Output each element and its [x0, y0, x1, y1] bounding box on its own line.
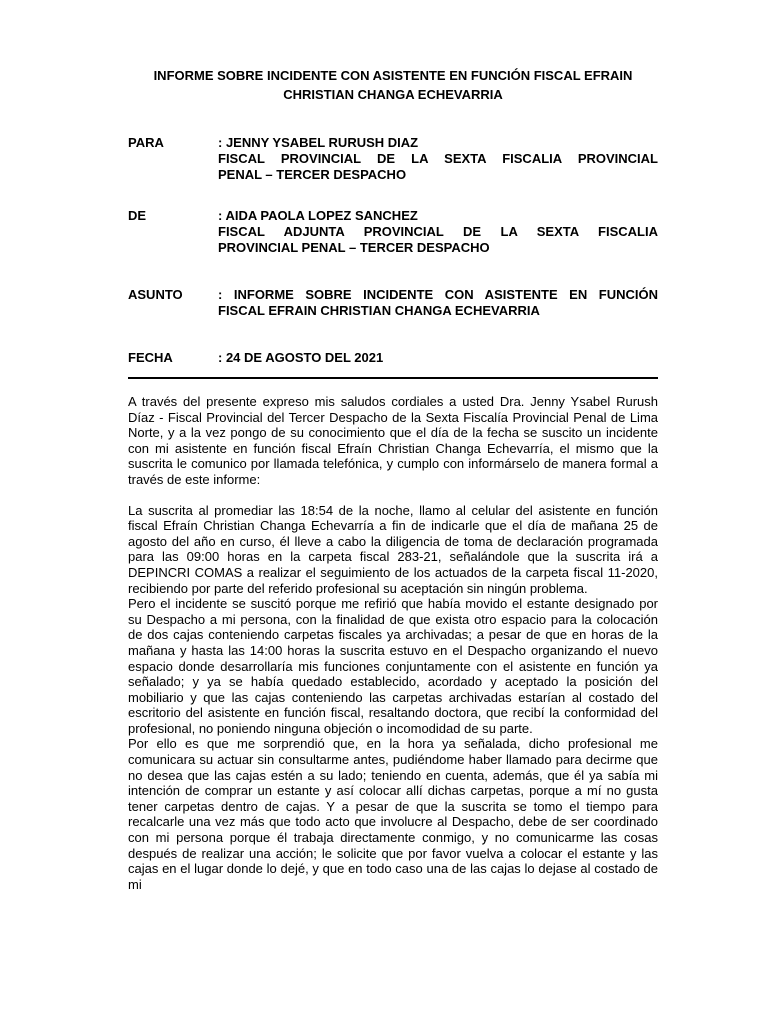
de-line-1: : AIDA PAOLA LOPEZ SANCHEZ [218, 208, 418, 223]
fecha-row [128, 350, 658, 366]
de-row [128, 208, 658, 256]
fecha-value: : 24 DE AGOSTO DEL 2021 [218, 350, 384, 365]
title-line-2: CHRISTIAN CHANGA ECHEVARRIA [283, 87, 503, 102]
fecha-label: FECHA [128, 350, 173, 365]
para-line-3: PENAL – TERCER DESPACHO [218, 167, 407, 182]
de-value [218, 208, 658, 256]
asunto-row [128, 287, 658, 319]
asunto-line-2: FISCAL EFRAIN CHRISTIAN CHANGA ECHEVARRIA [218, 303, 540, 318]
header-divider [128, 377, 658, 379]
para-row [128, 135, 658, 183]
title-line-1: INFORME SOBRE INCIDENTE CON ASISTENTE EN FUNCIÓN FISCAL EFRAIN [153, 68, 633, 83]
para-label: PARA [128, 135, 164, 150]
asunto-value [218, 287, 658, 319]
asunto-label: ASUNTO [128, 287, 183, 302]
paragraph-call: La suscrita al promediar las 18:54 de la noche, llamo al celular del asistente en función fiscal Efraín Christian Changa Echevarría a fin de indicarle que el día de mañana 25 de agosto del año en curso, él lleve a cabo la diligencia de toma de declaración programada para las 09:00 horas en la carpeta fiscal 283-21, señalándole que la suscrita irá a DEPINCRI COMAS a realizar el seguimiento de los actuados de la carpeta fiscal 11-2020, recibiendo por parte del referido profesional su aceptación sin ningún problema. [128, 502, 658, 596]
de-line-2: FISCAL ADJUNTA PROVINCIAL DE LA SEXTA FISCALIA [218, 224, 658, 239]
memo-header [128, 135, 658, 366]
document-page [128, 66, 658, 892]
document-body [128, 394, 658, 892]
para-line-2: FISCAL PROVINCIAL DE LA SEXTA FISCALIA PROVINCIAL [218, 151, 658, 166]
paragraph-intro: A través del presente expreso mis saludos cordiales a usted Dra. Jenny Ysabel Rurush Díaz - Fiscal Provincial del Tercer Despacho de la Sexta Fiscalía Provincial Penal de Lima Norte, y a la vez pongo de su conocimiento que el día de la fecha se suscito un incidente con mi asistente en función fiscal Efraín Christian Changa Echevarría, el mismo que la suscrita le comunico por llamada telefónica, y cumplo con informárselo de manera formal a través de este informe: [128, 394, 658, 487]
paragraph-incident: Pero el incidente se suscitó porque me refirió que había movido el estante designado por su Despacho a mi persona, con la finalidad de que exista otro espacio para la colocación de dos cajas conteniendo carpetas fiscales ya archivadas; a pesar de que en horas de la mañana y hasta las 14:00 horas la suscrita estuvo en el Despacho organizando el nuevo espacio donde desarrollaría mis funciones conjuntamente con el asistente en función ya señalado; y ya se había quedado establecido, acordado y aceptado la posición del mobiliario y que las cajas conteniendo las carpetas archivadas estarían al costado del escritorio del asistente en función fiscal, resaltando doctora, que recibí la conformidad del profesional, no poniendo ninguna objeción o incomodidad de su parte. [128, 596, 658, 736]
de-label: DE [128, 208, 147, 223]
asunto-line-1: : INFORME SOBRE INCIDENTE CON ASISTENTE EN FUNCIÓN [218, 287, 658, 302]
document-title [128, 66, 658, 104]
para-value [218, 135, 658, 183]
para-line-1: : JENNY YSABEL RURUSH DIAZ [218, 135, 419, 150]
de-line-3: PROVINCIAL PENAL – TERCER DESPACHO [218, 240, 490, 255]
paragraph-surprise: Por ello es que me sorprendió que, en la hora ya señalada, dicho profesional me comunicara su actuar sin consultarme antes, pudiéndome haber llamado para decirme que no desea que las cajas estén a su lado; teniendo en cuenta, además, que él ya sabía mi intención de comprar un estante y así colocar allí dichas carpetas, porque a mí no gusta tener carpetas dentro de cajas. Y a pesar de que la suscrita se tomo el tiempo para recalcarle una vez más que todo acto que involucre al Despacho, debe de ser coordinado con mi persona porque él trabaja directamente conmigo, y no comunicarme las cosas después de realizar una acción; le solicite que por favor vuelva a colocar el estante y las cajas en el lugar donde lo dejé, y que en todo caso una de las cajas lo dejase al costado de mi [128, 736, 658, 892]
